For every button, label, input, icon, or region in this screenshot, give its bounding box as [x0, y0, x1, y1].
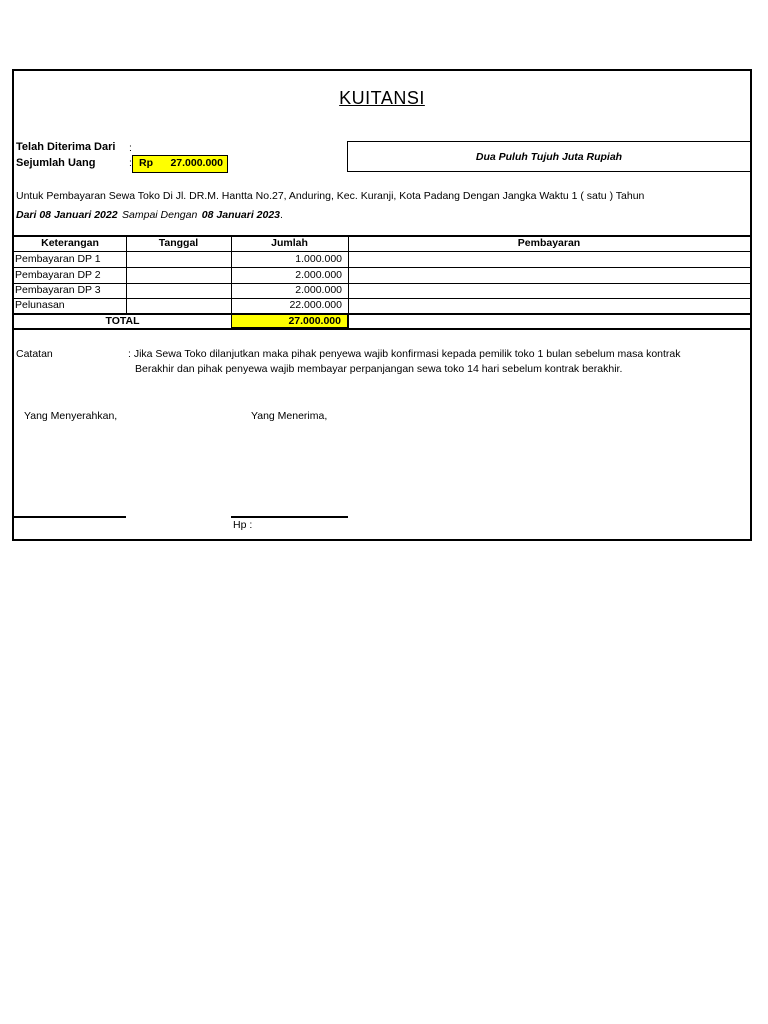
- table-header-row: [14, 236, 750, 251]
- amount-box: [132, 155, 228, 173]
- row-tanggal: [126, 283, 231, 298]
- table-row: [14, 298, 750, 313]
- amount-value: 27.000.000: [170, 157, 223, 169]
- table-total-row: [14, 314, 750, 329]
- received-from-colon: :: [129, 142, 132, 154]
- purpose-line: Untuk Pembayaran Sewa Toko Di Jl. DR.M. Hantta No.27, Anduring, Kec. Kuranji, Kota Padang Dengan Jangka Waktu 1 ( satu ) Tahun: [16, 190, 645, 202]
- row-tanggal: [126, 298, 231, 313]
- row-pembayaran: [348, 252, 750, 267]
- table-row: [14, 268, 750, 283]
- row-tanggal: [126, 252, 231, 267]
- receiver-label: Yang Menerima,: [251, 410, 328, 422]
- currency-label: Rp: [139, 157, 153, 169]
- row-keterangan: Pembayaran DP 1: [15, 253, 101, 265]
- row-jumlah: 2.000.000: [295, 269, 342, 281]
- purpose-period: [16, 205, 283, 223]
- table-row: [14, 252, 750, 267]
- row-keterangan: Pelunasan: [15, 299, 65, 311]
- row-pembayaran: [348, 268, 750, 283]
- row-pembayaran: [348, 283, 750, 298]
- giver-label: Yang Menyerahkan,: [24, 410, 118, 422]
- total-value: 27.000.000: [231, 314, 348, 328]
- received-from-label: Telah Diterima Dari: [16, 141, 116, 153]
- giver-signature-line: [14, 516, 126, 518]
- header-keterangan: Keterangan: [41, 237, 99, 249]
- header-pembayaran: Pembayaran: [517, 237, 581, 249]
- receipt-title: KUITANSI: [339, 88, 425, 108]
- row-jumlah: 22.000.000: [289, 299, 342, 311]
- row-pembayaran: [348, 298, 750, 313]
- until-text: Sampai Dengan: [122, 209, 198, 221]
- total-label: TOTAL: [105, 315, 140, 327]
- note-label: Catatan: [16, 348, 53, 360]
- table-row: [14, 283, 750, 298]
- period-end: .: [280, 209, 283, 221]
- note-line-2: Berakhir dan pihak penyewa wajib membayar perpanjangan sewa toko 14 hari sebelum kontrak berakhir.: [135, 363, 623, 375]
- from-date: Dari 08 Januari 2022: [16, 209, 118, 221]
- amount-colon: :: [129, 157, 132, 169]
- phone-label: Hp :: [233, 519, 253, 531]
- amount-in-words: [347, 141, 750, 172]
- row-keterangan: Pembayaran DP 3: [15, 284, 101, 296]
- to-date: 08 Januari 2023: [201, 209, 281, 221]
- receipt: [12, 69, 752, 541]
- amount-label: Sejumlah Uang: [16, 157, 96, 169]
- amount-words-text: Dua Puluh Tujuh Juta Rupiah: [475, 150, 623, 163]
- header-jumlah: Jumlah: [271, 237, 308, 249]
- receiver-signature-line: [231, 516, 348, 518]
- header-tanggal: Tanggal: [158, 237, 199, 249]
- row-keterangan: Pembayaran DP 2: [15, 269, 101, 281]
- row-tanggal: [126, 268, 231, 283]
- row-jumlah: 2.000.000: [295, 284, 342, 296]
- note-line-1: : Jika Sewa Toko dilanjutkan maka pihak penyewa wajib konfirmasi kepada pemilik toko 1 bulan sebelum masa kontrak: [128, 348, 681, 360]
- row-jumlah: 1.000.000: [295, 253, 342, 265]
